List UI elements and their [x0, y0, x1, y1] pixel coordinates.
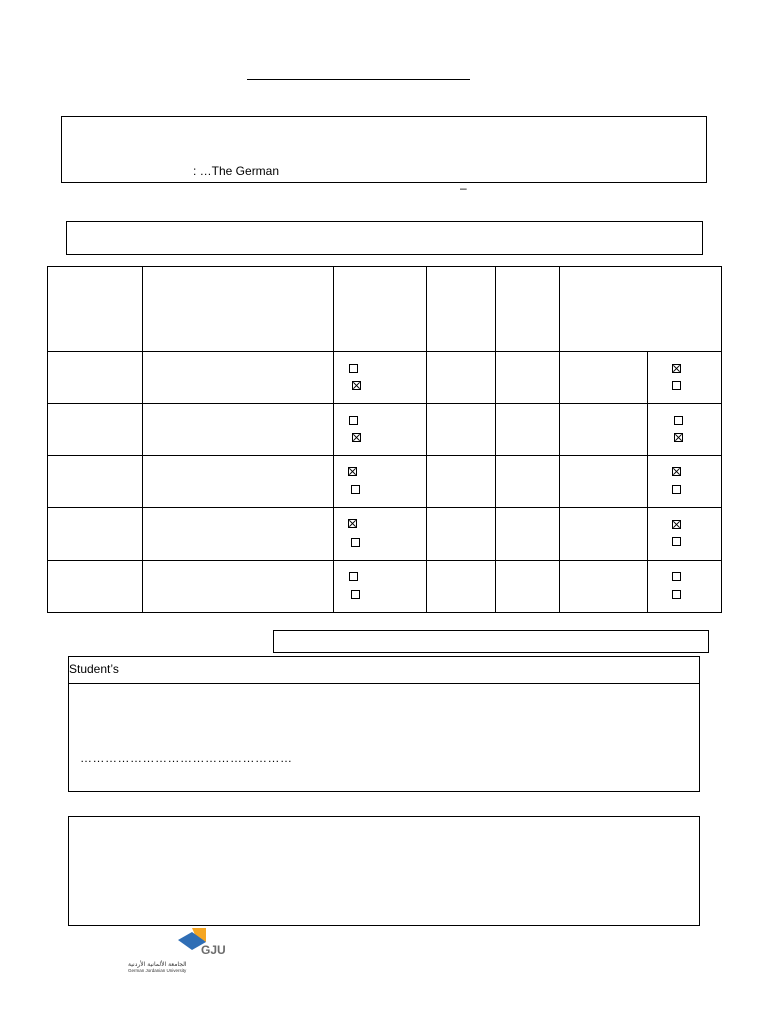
- table-row-divider: [47, 403, 722, 404]
- row3-right-checkbox-2[interactable]: [672, 485, 681, 494]
- row2-right-checkbox-2[interactable]: [674, 433, 683, 442]
- table-row-divider: [47, 560, 722, 561]
- row1-left-checkbox-1[interactable]: [349, 364, 358, 373]
- row1-left-checkbox-2[interactable]: [352, 381, 361, 390]
- row4-right-checkbox-1[interactable]: [672, 520, 681, 529]
- row5-right-checkbox-1[interactable]: [672, 572, 681, 581]
- header-dash: –: [460, 181, 467, 195]
- row4-right-checkbox-2[interactable]: [672, 537, 681, 546]
- table-row-divider: [47, 455, 722, 456]
- row1-right-checkbox-1[interactable]: [672, 364, 681, 373]
- section-box: [66, 221, 703, 255]
- row1-right-checkbox-2[interactable]: [672, 381, 681, 390]
- row5-left-checkbox-2[interactable]: [351, 590, 360, 599]
- row4-left-checkbox-1[interactable]: [348, 519, 357, 528]
- student-title: Student’s: [69, 662, 119, 676]
- row2-left-checkbox-2[interactable]: [352, 433, 361, 442]
- row5-left-checkbox-1[interactable]: [349, 572, 358, 581]
- table-row-divider: [47, 351, 722, 352]
- table-col-divider: [647, 351, 648, 613]
- svg-text:GJU: GJU: [201, 943, 226, 957]
- row3-left-checkbox-1[interactable]: [348, 467, 357, 476]
- row2-right-checkbox-1[interactable]: [674, 416, 683, 425]
- student-box: [68, 656, 700, 792]
- header-text: : …The German: [193, 164, 280, 178]
- notes-box: [68, 816, 700, 926]
- student-title-divider: [68, 683, 700, 684]
- signature-line: ……………………………………………: [80, 751, 293, 765]
- header-box: [61, 116, 707, 183]
- svg-text:German Jordanian University: German Jordanian University: [128, 968, 187, 973]
- table-row-divider: [47, 507, 722, 508]
- university-logo: [126, 926, 226, 974]
- row2-left-checkbox-1[interactable]: [349, 416, 358, 425]
- title-underline: [247, 79, 470, 80]
- row5-right-checkbox-2[interactable]: [672, 590, 681, 599]
- row3-right-checkbox-1[interactable]: [672, 467, 681, 476]
- gju-logo-icon: [126, 926, 226, 974]
- row4-left-checkbox-2[interactable]: [351, 538, 360, 547]
- label-box: [273, 630, 709, 653]
- svg-text:الجامعة الألمانية الأردنية: الجامعة الألمانية الأردنية: [128, 961, 187, 968]
- row3-left-checkbox-2[interactable]: [351, 485, 360, 494]
